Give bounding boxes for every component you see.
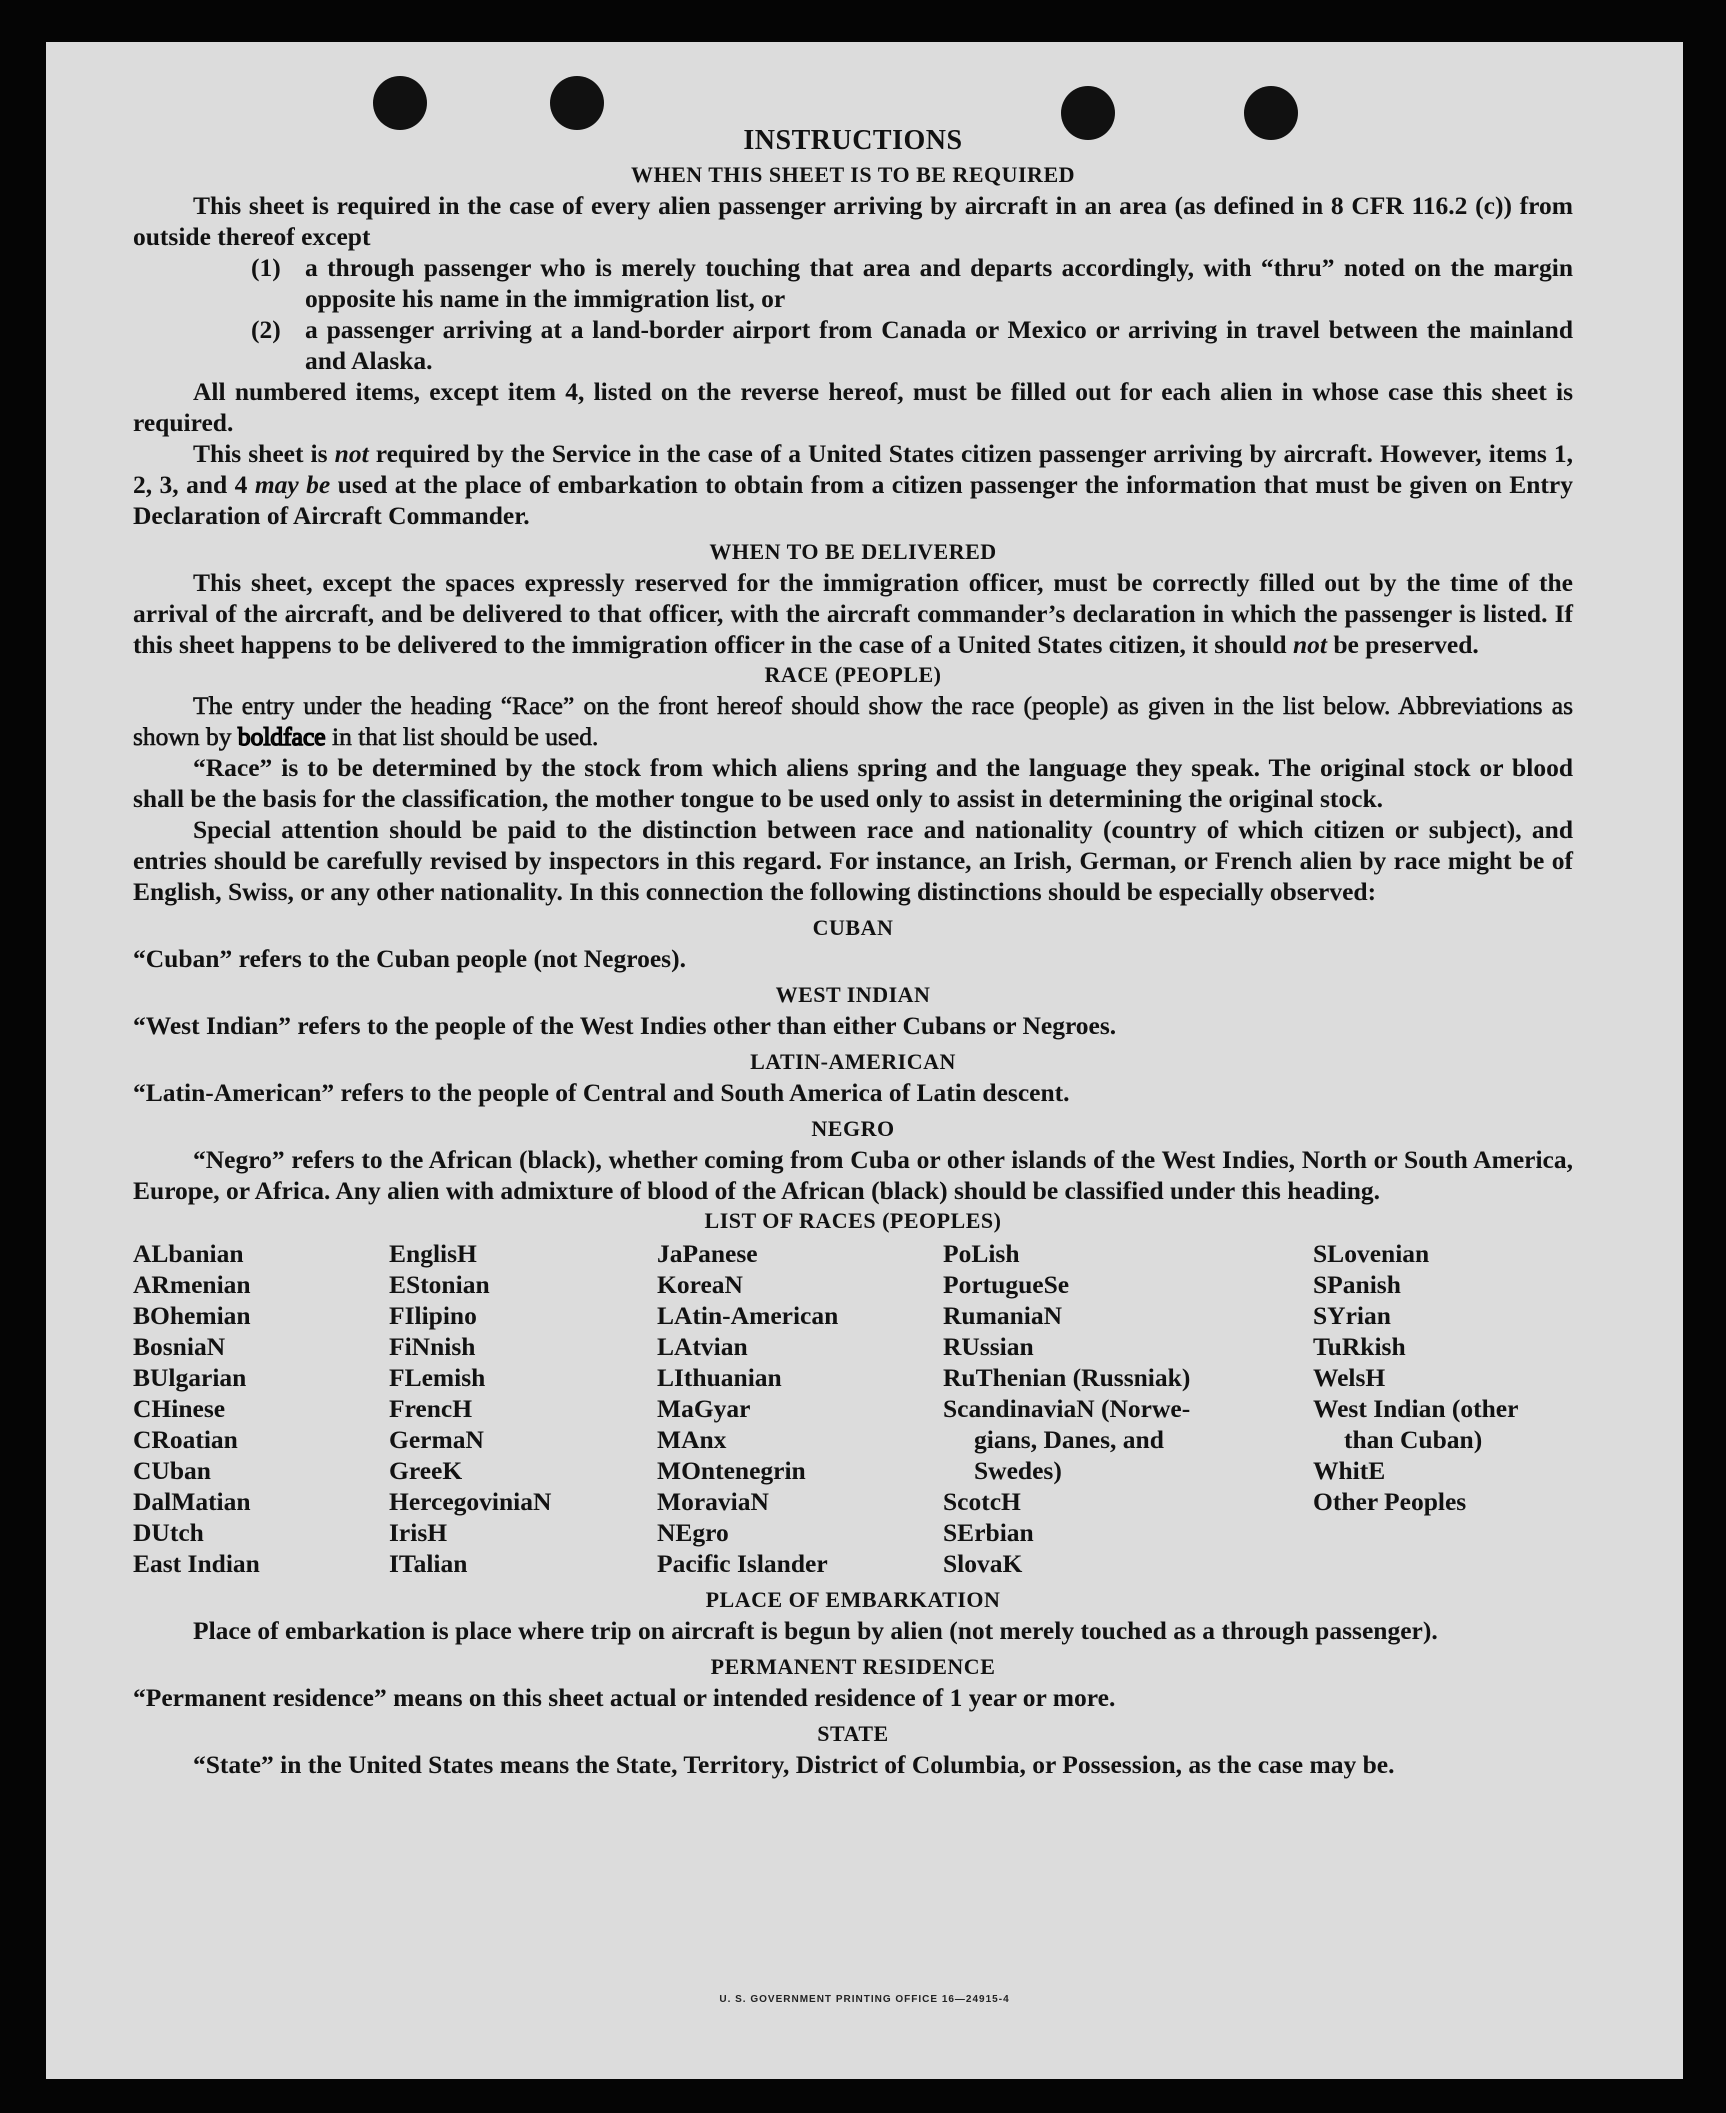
races-list bbox=[133, 1238, 1573, 1579]
text-run: This sheet is bbox=[193, 439, 335, 468]
west-indian-definition: “West Indian” refers to the people of the West Indies other than either Cubans or Negroes. bbox=[133, 1011, 1117, 1040]
race-entry: CUban bbox=[133, 1456, 211, 1485]
text-run: in that list should be used. bbox=[325, 722, 599, 751]
heading-latin-american: LATIN-AMERICAN bbox=[750, 1049, 956, 1074]
exception-item bbox=[251, 252, 1573, 314]
race-entry: West Indian (other bbox=[1313, 1394, 1519, 1423]
race-entry: KoreaN bbox=[657, 1270, 743, 1299]
race-paragraph-3: Special attention should be paid to the distinction between race and nationality (country of which citizen or subject), and entries should be carefully revised by inspectors in this regard. For instance, an Irish, German, or French alien by race might be of English, Swiss, or any other nationality. In this connection the following distinctions should be especially observed: bbox=[133, 815, 1573, 906]
negro-definition: “Negro” refers to the African (black), whether coming from Cuba or other islands of the West Indies, North or South America, Europe, or Africa. Any alien with admixture of blood of the African (black) should be classified under this heading. bbox=[133, 1145, 1573, 1205]
race-entry: TuRkish bbox=[1313, 1332, 1406, 1361]
text-run: required by the Service in the case of a United States citizen passenger arriving by aircraft. However, items 1, 2, 3, and 4 bbox=[133, 439, 1573, 499]
race-entry: EnglisH bbox=[389, 1239, 477, 1268]
race-entry: RumaniaN bbox=[943, 1301, 1063, 1330]
race-entry-continued: than Cuban) bbox=[1344, 1425, 1483, 1454]
printing-office-imprint: U. S. GOVERNMENT PRINTING OFFICE 16—24915-4 bbox=[719, 1994, 1010, 2005]
punch-hole bbox=[373, 76, 427, 130]
document-sheet bbox=[46, 42, 1683, 2079]
punch-hole bbox=[550, 76, 604, 130]
race-entry: CRoatian bbox=[133, 1425, 238, 1454]
races-column bbox=[133, 1238, 389, 1579]
race-entry: SLovenian bbox=[1313, 1239, 1430, 1268]
race-entry: WhitE bbox=[1313, 1456, 1386, 1485]
race-entry: FLemish bbox=[389, 1363, 486, 1392]
race-entry: FIlipino bbox=[389, 1301, 477, 1330]
latin-american-definition: “Latin-American” refers to the people of Central and South America of Latin descent. bbox=[133, 1078, 1070, 1107]
state-definition: “State” in the United States means the State, Territory, District of Columbia, or Possession, as the case may be. bbox=[193, 1750, 1395, 1779]
heading-race: RACE (PEOPLE) bbox=[764, 662, 942, 687]
race-entry: PortugueSe bbox=[943, 1270, 1070, 1299]
races-column bbox=[1313, 1238, 1573, 1579]
exception-item bbox=[251, 314, 1573, 376]
heading-cuban: CUBAN bbox=[812, 915, 894, 940]
item-number: (1) bbox=[251, 253, 281, 282]
race-entry: ALbanian bbox=[133, 1239, 244, 1268]
race-entry: East Indian bbox=[133, 1549, 260, 1578]
citizen-paragraph bbox=[133, 438, 1573, 531]
race-entry: SlovaK bbox=[943, 1549, 1023, 1578]
race-entry: MAnx bbox=[657, 1425, 727, 1454]
races-column bbox=[943, 1238, 1313, 1579]
cuban-definition: “Cuban” refers to the Cuban people (not Negroes). bbox=[133, 944, 686, 973]
race-entry: MaGyar bbox=[657, 1394, 751, 1423]
races-column bbox=[389, 1238, 657, 1579]
text-run: This sheet, except the spaces expressly reserved for the immigration officer, must be correctly filled out by the time of the arrival of the aircraft, and be delivered to that officer, with the aircraft commander’s declaration in which the passenger is listed. If this sheet happens to be delivered to the immigration officer in the case of a United States citizen, it should bbox=[133, 568, 1573, 659]
race-entry: SErbian bbox=[943, 1518, 1034, 1547]
text-run: be preserved. bbox=[1326, 630, 1479, 659]
race-entry: FiNnish bbox=[389, 1332, 476, 1361]
race-entry: LAtin-American bbox=[657, 1301, 839, 1330]
heading-west-indian: WEST INDIAN bbox=[775, 982, 931, 1007]
race-entry: MOntenegrin bbox=[657, 1456, 806, 1485]
heading-when-delivered: WHEN TO BE DELIVERED bbox=[709, 539, 997, 564]
race-paragraph-1 bbox=[133, 690, 1573, 752]
heading-state: STATE bbox=[817, 1721, 889, 1746]
residence-definition: “Permanent residence” means on this sheet actual or intended residence of 1 year or more. bbox=[133, 1683, 1116, 1712]
race-entry: PoLish bbox=[943, 1239, 1020, 1268]
race-entry: RuThenian (Russniak) bbox=[943, 1363, 1191, 1392]
required-intro: This sheet is required in the case of every alien passenger arriving by aircraft in an area (as defined in 8 CFR 116.2 (c)) from outside thereof except bbox=[133, 191, 1573, 251]
race-entry: ITalian bbox=[389, 1549, 468, 1578]
race-entry: GermaN bbox=[389, 1425, 484, 1454]
race-entry: LAtvian bbox=[657, 1332, 748, 1361]
race-entry: Other Peoples bbox=[1313, 1487, 1467, 1516]
race-entry: WelsH bbox=[1313, 1363, 1386, 1392]
race-entry: FrencH bbox=[389, 1394, 473, 1423]
race-entry: Pacific Islander bbox=[657, 1549, 828, 1578]
race-entry-continued: gians, Danes, and bbox=[974, 1425, 1164, 1454]
race-entry: GreeK bbox=[389, 1456, 463, 1485]
race-entry: DalMatian bbox=[133, 1487, 251, 1516]
heading-when-required: WHEN THIS SHEET IS TO BE REQUIRED bbox=[630, 162, 1076, 187]
race-entry: MoraviaN bbox=[657, 1487, 769, 1516]
race-entry-continued: Swedes) bbox=[974, 1456, 1062, 1485]
instructions-body bbox=[133, 124, 1573, 1780]
race-entry: CHinese bbox=[133, 1394, 226, 1423]
race-entry: BOhemian bbox=[133, 1301, 251, 1330]
heading-embarkation: PLACE OF EMBARKATION bbox=[705, 1587, 1001, 1612]
race-entry: EStonian bbox=[389, 1270, 490, 1299]
race-entry: RUssian bbox=[943, 1332, 1034, 1361]
heading-list-of-races: LIST OF RACES (PEOPLES) bbox=[704, 1208, 1002, 1233]
italic-run: not bbox=[334, 439, 369, 468]
item-text: a through passenger who is merely touching that area and departs accordingly, with “thru” noted on the margin opposite his name in the immigration list, or bbox=[305, 253, 1573, 313]
item-text: a passenger arriving at a land-border airport from Canada or Mexico or arriving in travel between the mainland and Alaska. bbox=[305, 315, 1573, 375]
race-entry: HercegoviniaN bbox=[389, 1487, 552, 1516]
race-entry: IrisH bbox=[389, 1518, 448, 1547]
item-number: (2) bbox=[251, 315, 281, 344]
race-entry: DUtch bbox=[133, 1518, 204, 1547]
race-entry: BosniaN bbox=[133, 1332, 226, 1361]
delivery-paragraph bbox=[133, 567, 1573, 660]
race-entry: JaPanese bbox=[657, 1239, 758, 1268]
page-title: INSTRUCTIONS bbox=[743, 125, 963, 156]
race-entry: ARmenian bbox=[133, 1270, 251, 1299]
race-entry: NEgro bbox=[657, 1518, 729, 1547]
race-paragraph-2: “Race” is to be determined by the stock from which aliens spring and the language they speak. The original stock or blood shall be the basis for the classification, the mother tongue to be used only to assist in determining the original stock. bbox=[133, 753, 1573, 813]
italic-run: may be bbox=[254, 470, 331, 499]
numbered-items-paragraph: All numbered items, except item 4, listed on the reverse hereof, must be filled out for each alien in whose case this sheet is required. bbox=[133, 377, 1573, 437]
heading-negro: NEGRO bbox=[811, 1116, 895, 1141]
heading-residence: PERMANENT RESIDENCE bbox=[710, 1654, 996, 1679]
race-entry: ScandinaviaN (Norwe- bbox=[943, 1394, 1191, 1423]
race-entry: ScotcH bbox=[943, 1487, 1021, 1516]
race-entry: LIthuanian bbox=[657, 1363, 782, 1392]
race-entry: SYrian bbox=[1313, 1301, 1391, 1330]
embarkation-definition: Place of embarkation is place where trip on aircraft is begun by alien (not merely touched as a through passenger). bbox=[193, 1616, 1438, 1645]
race-entry: BUlgarian bbox=[133, 1363, 247, 1392]
race-entry: SPanish bbox=[1313, 1270, 1401, 1299]
boldface-run: boldface bbox=[237, 722, 326, 751]
races-column bbox=[657, 1238, 943, 1579]
italic-run: not bbox=[1292, 630, 1327, 659]
text-run: The entry under the heading “Race” on the front hereof should show the race (people) as given in the list below. Abbreviations as shown by bbox=[133, 691, 1573, 751]
text-run: used at the place of embarkation to obtain from a citizen passenger the information that must be given on Entry Declaration of Aircraft Commander. bbox=[133, 470, 1573, 530]
